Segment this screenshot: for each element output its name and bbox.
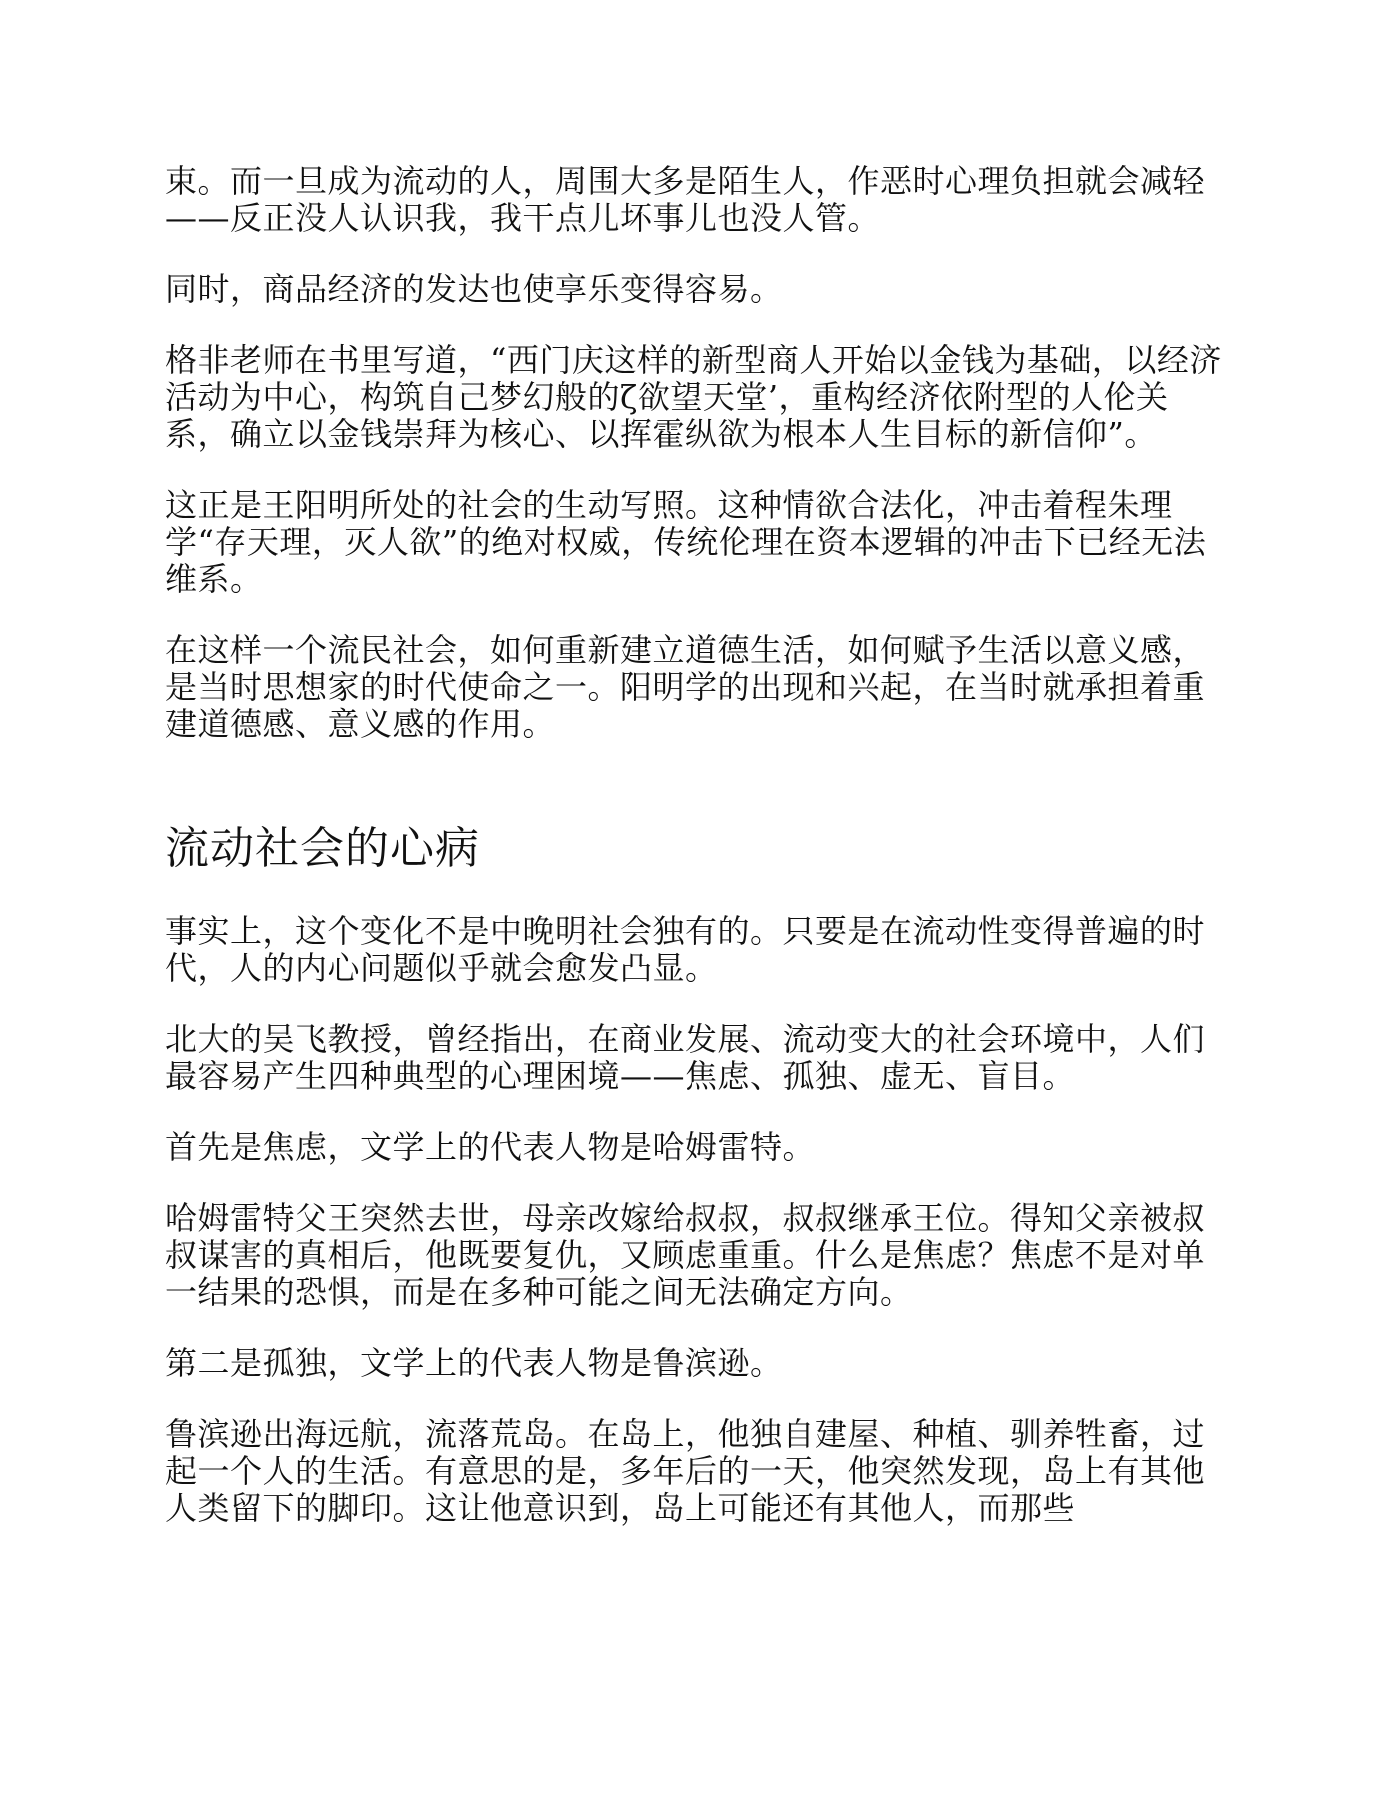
paragraph: 哈姆雷特父王突然去世，母亲改嫁给叔叔，叔叔继承王位。得知父亲被叔叔谋害的真相后，他既要复仇，又顾虑重重。什么是焦虑？焦虑不是对单一结果的恐惧，而是在多种可能之间无法确定方向。: [165, 1199, 1206, 1311]
paragraph: 束。而一旦成为流动的人，周围大多是陌生人，作恶时心理负担就会减轻——反正没人认识我，我干点儿坏事儿也没人管。: [165, 162, 1206, 237]
paragraph: 格非老师在书里写道，“西门庆这样的新型商人开始以金钱为基础，以经济活动为中心，构筑自己梦幻般的ζ欲望天堂’，重构经济依附型的人伦关系，确立以金钱崇拜为核心、以挥霍纵欲为根本人生目标的新信仰”。: [165, 341, 1222, 453]
section-heading: 流动社会的心病: [165, 823, 480, 874]
paragraph: 首先是焦虑，文学上的代表人物是哈姆雷特。: [165, 1128, 816, 1166]
paragraph: 第二是孤独，文学上的代表人物是鲁滨逊。: [165, 1344, 783, 1382]
paragraph: 在这样一个流民社会，如何重新建立道德生活，如何赋予生活以意义感，是当时思想家的时代使命之一。阳明学的出现和兴起，在当时就承担着重建道德感、意义感的作用。: [165, 631, 1206, 743]
paragraph: 北大的吴飞教授，曾经指出，在商业发展、流动变大的社会环境中，人们最容易产生四种典型的心理困境——焦虑、孤独、虚无、盲目。: [165, 1020, 1206, 1095]
paragraph: 这正是王阳明所处的社会的生动写照。这种情欲合法化，冲击着程朱理学“存天理，灭人欲”的绝对权威，传统伦理在资本逻辑的冲击下已经无法维系。: [165, 486, 1207, 598]
document-page: [165, 163, 1225, 1561]
paragraph: 事实上，这个变化不是中晚明社会独有的。只要是在流动性变得普遍的时代，人的内心问题似乎就会愈发凸显。: [165, 912, 1206, 987]
paragraph: 同时，商品经济的发达也使享乐变得容易。: [165, 270, 783, 308]
paragraph: 鲁滨逊出海远航，流落荒岛。在岛上，他独自建屋、种植、驯养牲畜，过起一个人的生活。有意思的是，多年后的一天，他突然发现，岛上有其他人类留下的脚印。这让他意识到，岛上可能还有其他人，而那些: [165, 1415, 1206, 1527]
